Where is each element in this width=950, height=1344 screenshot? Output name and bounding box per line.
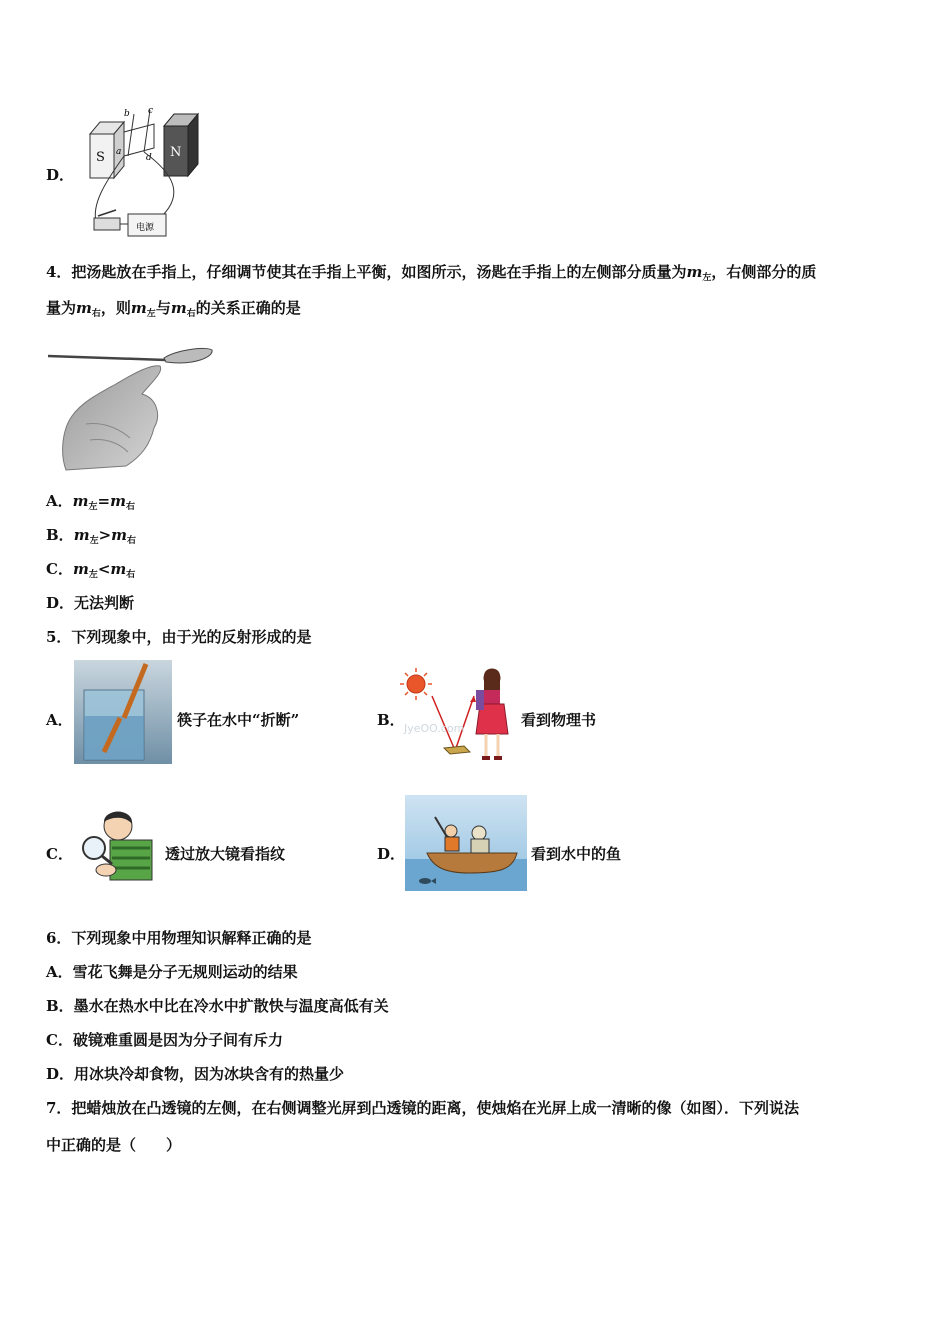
q3-option-d-label: D． [46, 166, 75, 184]
wire-d-label: d [146, 153, 152, 163]
q6-option-d[interactable]: D．用冰块冷却食物，因为冰块含有的热量少 [46, 1065, 345, 1083]
boat-fishing-figure [405, 795, 527, 891]
girl-looking-at-book-figure [400, 664, 518, 764]
wire-b-label: b [124, 109, 130, 119]
q5-option-a-label[interactable]: A． [46, 711, 73, 729]
q5-question: 5．下列现象中，由于光的反射形成的是 [46, 628, 312, 646]
q5-option-b-text: 看到物理书 [521, 711, 597, 729]
q5-option-a-text: 筷子在水中“折断” [177, 711, 300, 729]
q4-question-line2: 量为$m_右$，则$m_左$与$m_右$的关系正确的是 [46, 299, 301, 319]
magnet-circuit-figure [84, 104, 202, 240]
q5-option-c-text: 透过放大镜看指纹 [165, 845, 286, 863]
wire-a-label: a [116, 147, 122, 157]
q4-question-line1: 4．把汤匙放在手指上，仔细调节使其在手指上平衡，如图所示，汤匙在手指上的左侧部分质量为$m_左$，右侧部分的质 [46, 263, 817, 283]
q5-option-d-text: 看到水中的鱼 [531, 845, 622, 863]
s-pole-label: S [96, 150, 105, 165]
n-pole-label: N [170, 145, 182, 160]
q6-option-b[interactable]: B．墨水在热水中比在冷水中扩散快与温度高低有关 [46, 997, 389, 1015]
q5-option-c-label[interactable]: C． [46, 845, 73, 863]
q5-option-d-label[interactable]: D． [377, 845, 406, 863]
q4-option-b[interactable]: B．$m_左>m_右$ [46, 526, 137, 546]
q6-question: 6．下列现象中用物理知识解释正确的是 [46, 929, 312, 947]
q6-option-a[interactable]: A．雪花飞舞是分子无规则运动的结果 [46, 963, 298, 981]
q4-option-c[interactable]: C．$m_左<m_右$ [46, 560, 136, 580]
q7-question-line1: 7．把蜡烛放在凸透镜的左侧，在右侧调整光屏到凸透镜的距离，使烛焰在光屏上成一清晰的像（如图）．下列说法 [46, 1099, 799, 1117]
q4-option-a[interactable]: A．$m_左=m_右$ [46, 492, 135, 512]
q5-option-b-label[interactable]: B． [377, 711, 405, 729]
q6-option-c[interactable]: C．破镜难重圆是因为分子间有斥力 [46, 1031, 283, 1049]
battery-label: 电源 [136, 223, 155, 233]
chopstick-in-water-photo [74, 660, 172, 764]
watermark: JyeOO.com [404, 722, 465, 735]
q4-option-d[interactable]: D．无法判断 [46, 594, 135, 612]
wire-c-label: c [148, 106, 154, 116]
q7-question-line2: 中正确的是（ ） [46, 1136, 182, 1154]
spoon-on-finger-figure [46, 344, 214, 472]
magnifier-fingerprint-figure [76, 806, 160, 888]
